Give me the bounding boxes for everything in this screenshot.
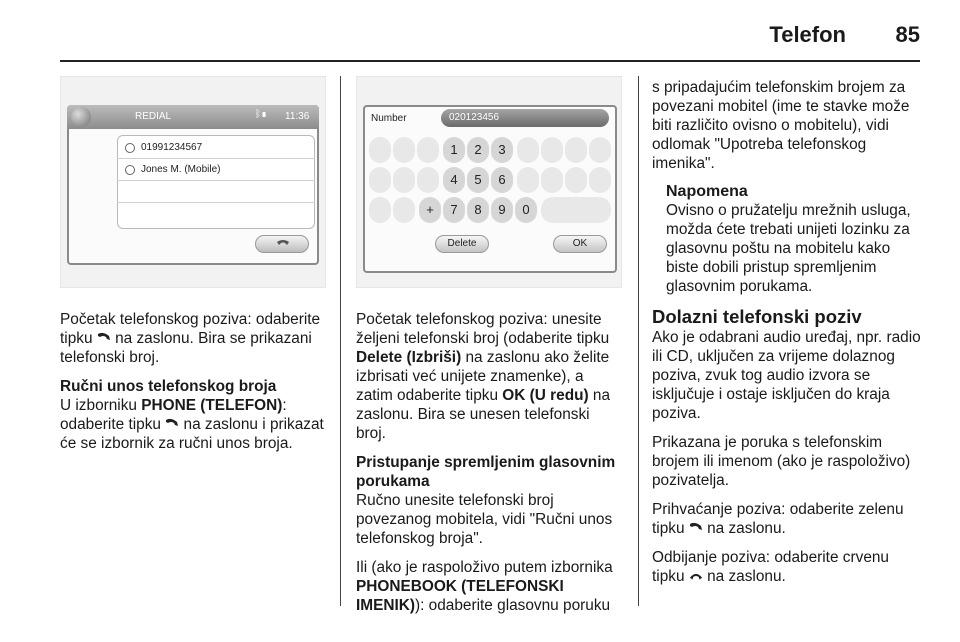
paragraph: Početak telefonskog poziva: unesite željeni telefonski broj (odaberite tipku Delete (Izbriši) na zaslonu ako želite izbrisati već unijete znamenke), a zatim odaberite tipku OK (U redu) na zaslonu. Bira se unesen telefonski broj. — [356, 311, 611, 442]
key: 1 — [443, 137, 465, 163]
screen-title-bar — [67, 105, 319, 129]
reject-call-icon — [689, 570, 703, 582]
call-icon — [276, 239, 290, 251]
column-divider-2 — [638, 76, 639, 606]
list-item: 01991234567 — [117, 137, 315, 159]
paragraph: Ako je odabrani audio uređaj, npr. radio ili CD, uključen za vrijeme dolaznog poziva, zvuk tog audio izvora se isključuje i ostaje isključen do kraja poziva. — [652, 329, 921, 422]
key: 2 — [467, 137, 489, 163]
paragraph: Ili (ako je raspoloživo putem izbornika PHONEBOOK (TELEFONSKI IMENIK)): odaberite glasovnu poruku — [356, 559, 613, 614]
globe-icon — [71, 107, 91, 127]
paragraph: Početak telefonskog poziva: odaberite tipku na zaslonu. Bira se prikazani telefonski broj. — [60, 311, 321, 366]
number-field: 020123456 — [441, 109, 609, 127]
key: 6 — [491, 167, 513, 193]
delete-button: Delete — [435, 235, 489, 253]
column-3 — [652, 78, 922, 596]
redial-screenshot — [60, 76, 326, 288]
key: 9 — [491, 197, 513, 223]
key: 5 — [467, 167, 489, 193]
subheading: Ručni unos telefonskog broja — [60, 378, 277, 395]
key: 7 — [443, 197, 465, 223]
page-header — [60, 18, 920, 62]
column-1 — [60, 76, 326, 463]
section-heading: Dolazni telefonski poziv — [652, 306, 862, 327]
paragraph: Prikazana je poruka s telefonskim brojem ili imenom (ako je raspoloživo) pozivatelja. — [652, 434, 911, 489]
contact-icon — [125, 165, 135, 175]
call-button — [255, 235, 309, 253]
column-2 — [356, 76, 622, 625]
clock: 11:36 — [285, 111, 310, 122]
key: 3 — [491, 137, 513, 163]
list-item: Jones M. (Mobile) — [117, 159, 315, 181]
paragraph: Prihvaćanje poziva: odaberite zelenu tipku na zaslonu. — [652, 501, 904, 537]
bluetooth-signal-icon: ᛒ▮ — [255, 109, 267, 120]
keypad — [369, 137, 611, 227]
number-label: Number — [371, 113, 407, 124]
note-heading: Napomena — [666, 183, 748, 200]
redial-title: REDIAL — [135, 111, 172, 122]
note — [666, 183, 922, 296]
key: 0 — [515, 197, 537, 223]
call-icon — [165, 418, 179, 430]
column-divider-1 — [340, 76, 341, 606]
keypad-screenshot — [356, 76, 622, 288]
paragraph: s pripadajućim telefonskim brojem za povezani mobitel (ime te stavke može biti različito ovisno o mobitelu), vidi odlomak "Upotreba telefonskog imenika". — [652, 79, 910, 172]
call-icon — [97, 332, 111, 344]
paragraph: Ručno unesite telefonski broj povezanog mobitela, vidi "Ručni unos telefonskog broja". — [356, 492, 613, 547]
page-number: 85 — [895, 22, 920, 47]
key: 4 — [443, 167, 465, 193]
subheading: Pristupanje spremljenim glasovnim porukama — [356, 454, 616, 490]
key: + — [419, 197, 441, 223]
key: 8 — [467, 197, 489, 223]
note-body: Ovisno o pružatelju mrežnih usluga, možda ćete trebati unijeti lozinku za glasovnu poštu na mobitelu kako biste dobili pristup spremljenim glasovnim porukama. — [666, 202, 911, 295]
paragraph: Odbijanje poziva: odaberite crvenu tipku na zaslonu. — [652, 549, 889, 585]
phone-number-icon — [125, 143, 135, 153]
ok-button: OK — [553, 235, 607, 253]
accept-call-icon — [689, 522, 703, 534]
list-item — [117, 181, 315, 203]
paragraph: U izborniku PHONE (TELEFON): odaberite tipku na zaslonu i prikazat će se izbornik za ručni unos broja. — [60, 397, 324, 452]
page-title: Telefon — [769, 22, 846, 47]
